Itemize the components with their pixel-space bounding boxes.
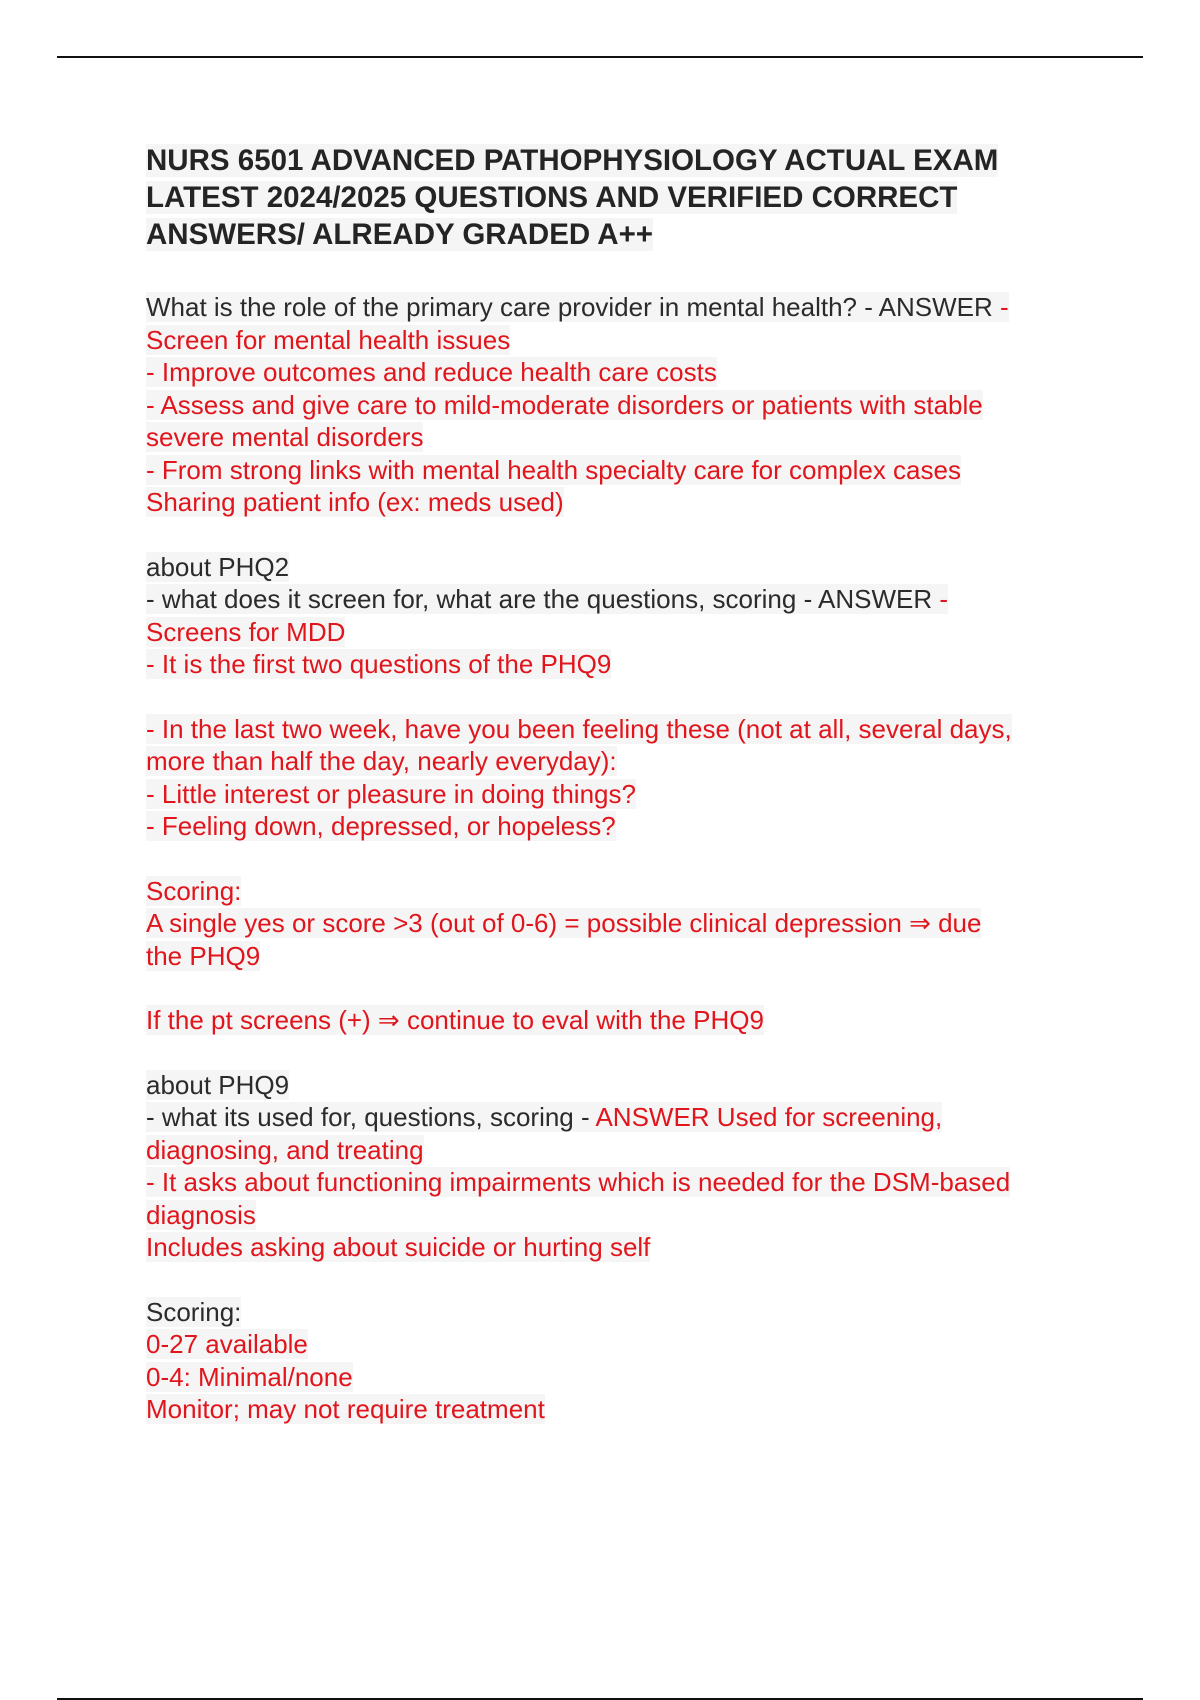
answer-line: Includes asking about suicide or hurting self xyxy=(146,1232,651,1262)
document-body xyxy=(146,142,1096,1458)
answer-line: - In the last two week, have you been feeling these (not at all, several days, xyxy=(146,713,1012,744)
question-heading: about PHQ9 xyxy=(146,1069,290,1100)
document-title: NURS 6501 ADVANCED PATHOPHYSIOLOGY ACTUAL EXAM LATEST 2024/2025 QUESTIONS AND VERIFIED CORRECT ANSWERS/ ALREADY GRADED A++ xyxy=(146,144,999,251)
qa-block-primary-care xyxy=(146,291,1096,519)
answer-line: diagnosis xyxy=(146,1199,256,1230)
phq9-scoring-block xyxy=(146,1296,1096,1426)
header-rule xyxy=(57,56,1143,58)
answer-line: A single yes or score >3 (out of 0-6) = possible clinical depression ⇒ due xyxy=(146,908,982,938)
qa-block-phq2 xyxy=(146,551,1096,681)
phq2-followup-block xyxy=(146,1004,1096,1037)
answer-line: 0-4: Minimal/none xyxy=(146,1361,353,1392)
answer-line: - Feeling down, depressed, or hopeless? xyxy=(146,811,616,841)
scoring-label: Scoring: xyxy=(146,875,242,906)
answer-line: the PHQ9 xyxy=(146,940,261,971)
answer-line: Monitor; may not require treatment xyxy=(146,1394,545,1424)
answer-line: If the pt screens (+) ⇒ continue to eval with the PHQ9 xyxy=(146,1005,764,1035)
answer-line: diagnosing, and treating xyxy=(146,1134,424,1165)
answer-line: Sharing patient info (ex: meds used) xyxy=(146,487,564,517)
answer-line: - From strong links with mental health specialty care for complex cases xyxy=(146,454,961,485)
answer-line: - Little interest or pleasure in doing things? xyxy=(146,778,636,809)
title-container xyxy=(146,142,1096,253)
answer-start: - xyxy=(1000,292,1009,322)
question-heading: about PHQ2 xyxy=(146,551,290,582)
qa-block-phq9 xyxy=(146,1069,1096,1264)
question-line: - what its used for, questions, scoring - ANSWER Used for screening, xyxy=(146,1102,943,1132)
answer-line: - Improve outcomes and reduce health care costs xyxy=(146,357,717,387)
phq2-scoring-block xyxy=(146,875,1096,973)
answer-line: - It asks about functioning impairments which is needed for the DSM-based xyxy=(146,1167,1011,1197)
answer-line: Screen for mental health issues xyxy=(146,324,511,355)
question-line xyxy=(146,291,1096,324)
question-text: What is the role of the primary care provider in mental health? - ANSWER xyxy=(146,292,1001,322)
answer-line: severe mental disorders xyxy=(146,422,424,452)
scoring-label: Scoring: xyxy=(146,1296,242,1327)
answer-line: - Assess and give care to mild-moderate disorders or patients with stable xyxy=(146,389,983,420)
question-line: - what does it screen for, what are the questions, scoring - ANSWER - xyxy=(146,584,949,614)
answer-line: Screens for MDD xyxy=(146,616,346,647)
answer-line: more than half the day, nearly everyday): xyxy=(146,746,617,776)
answer-line: 0-27 available xyxy=(146,1329,308,1359)
phq2-questions-block xyxy=(146,713,1096,843)
answer-line: - It is the first two questions of the PHQ9 xyxy=(146,649,612,679)
